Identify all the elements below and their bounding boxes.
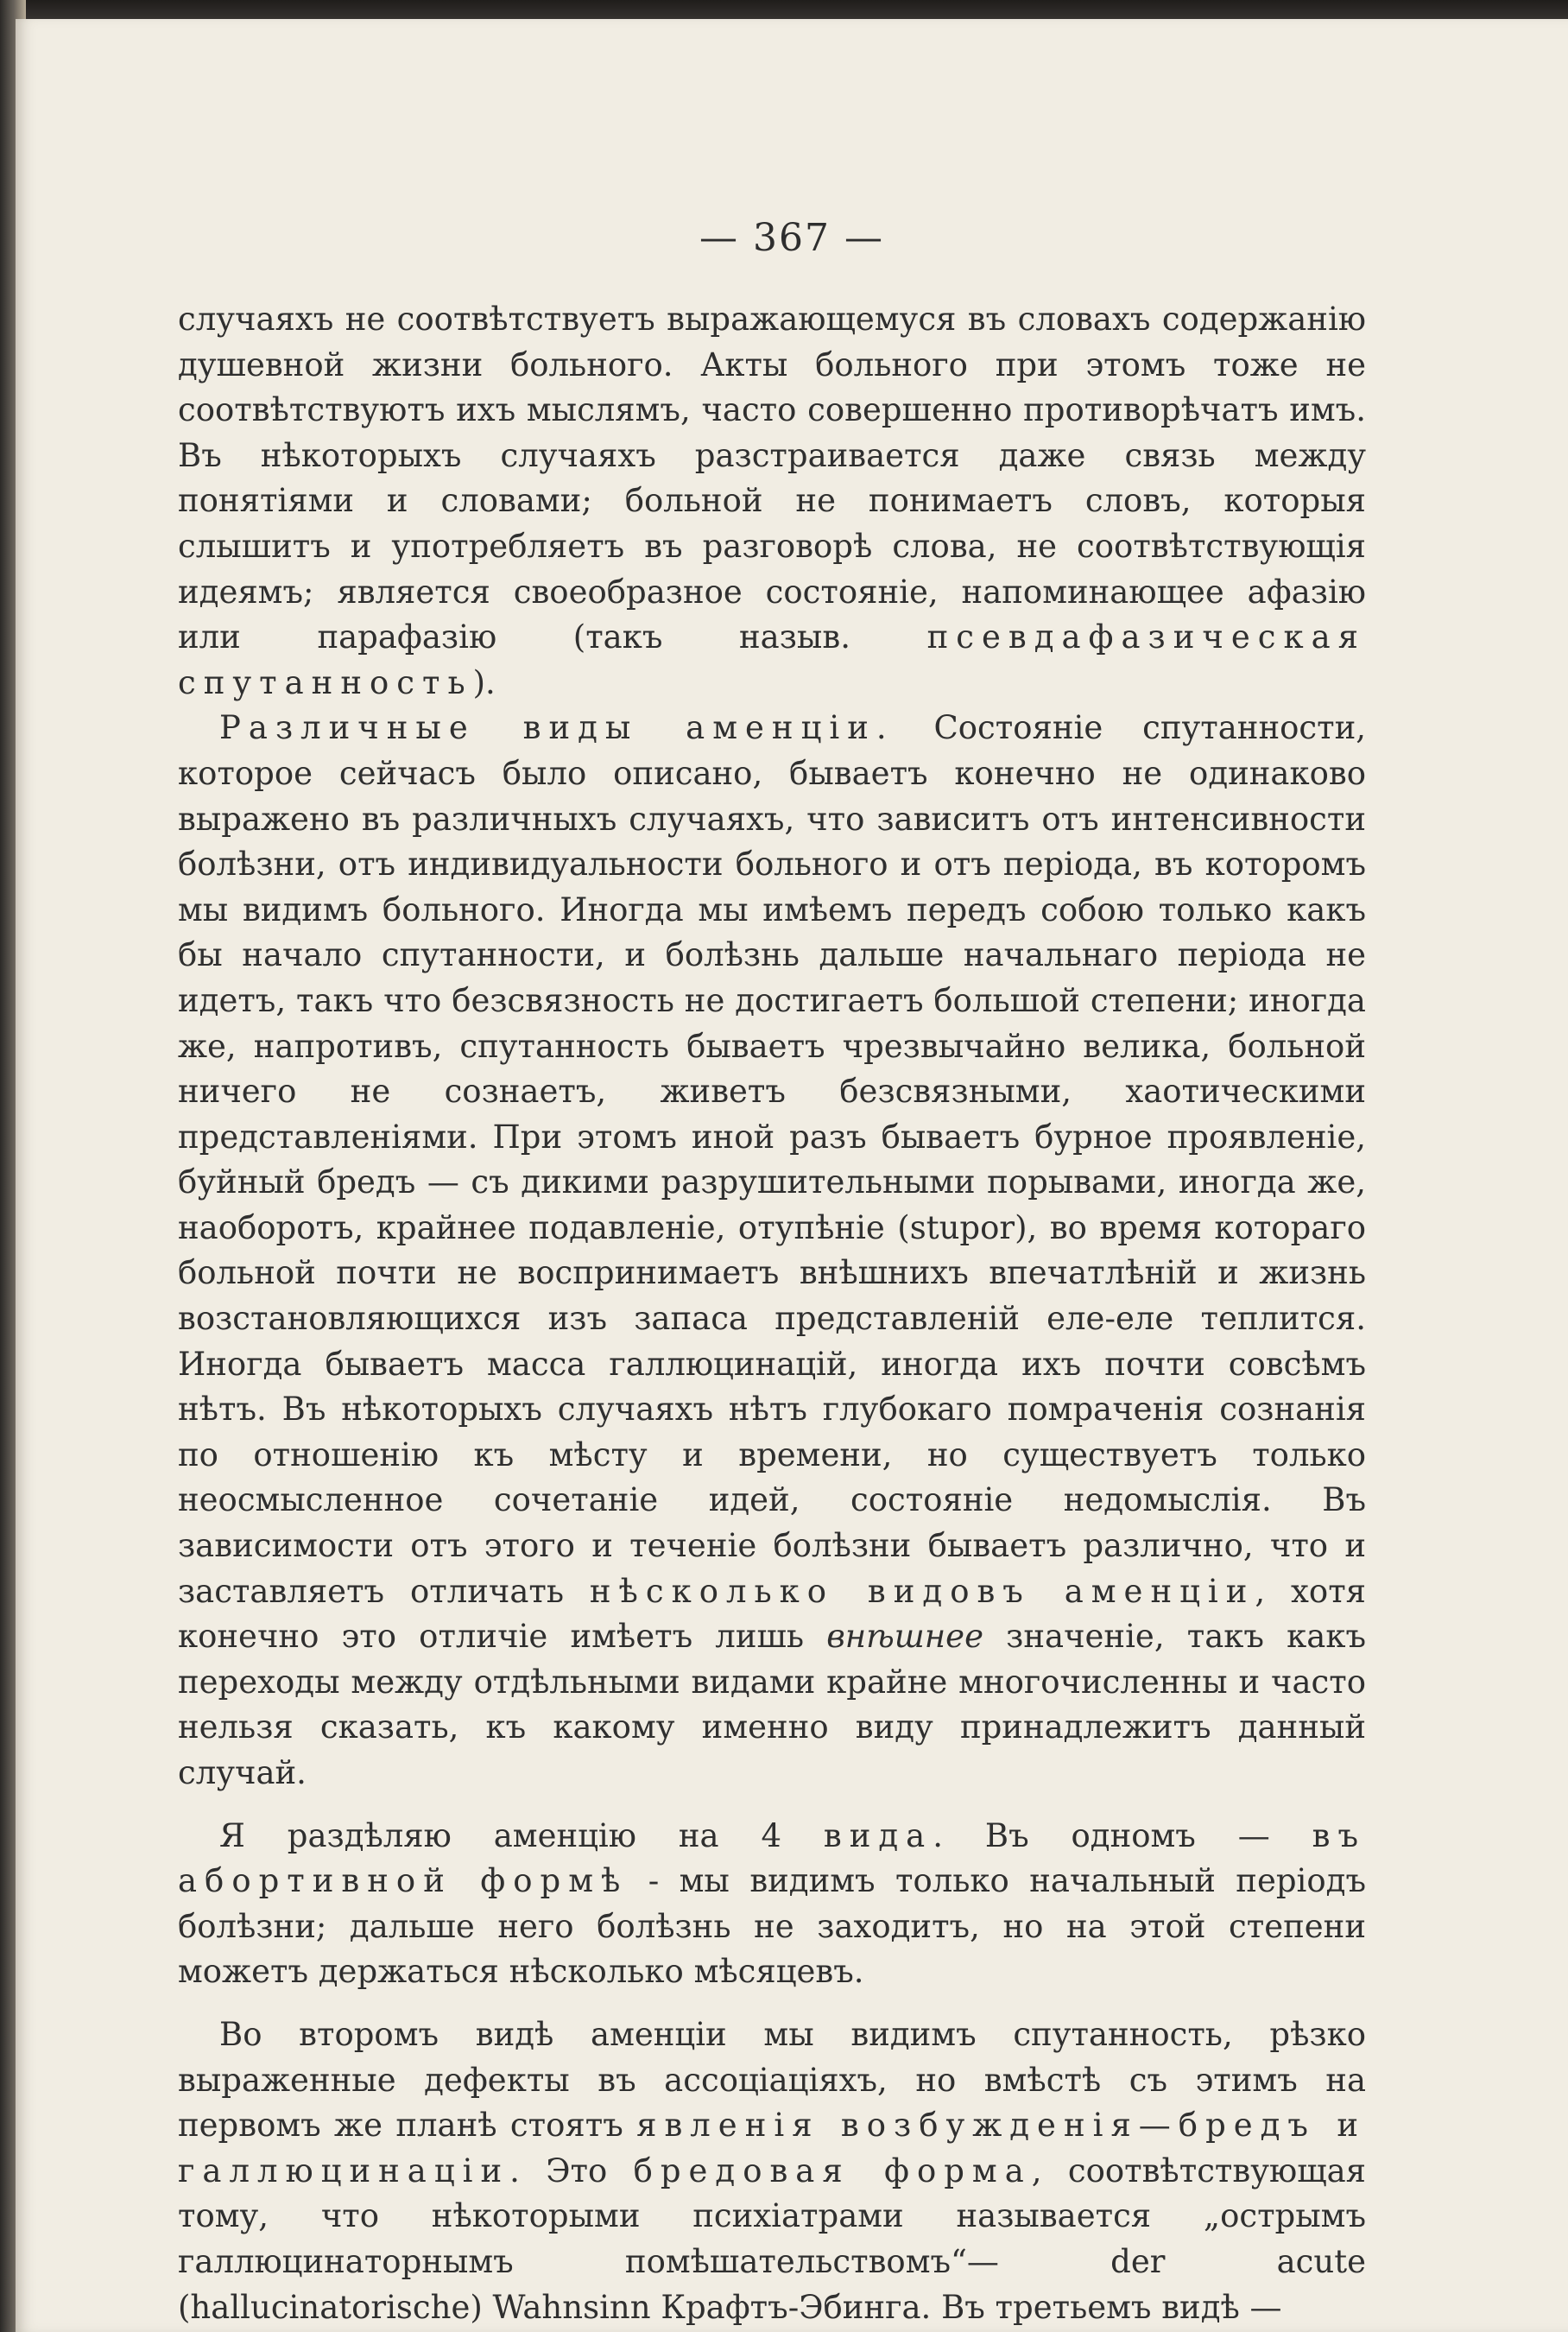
spaced-term: въ абортивной формѣ (178, 1816, 1366, 1900)
text-segment: значеніе, такъ какъ переходы между отдѣльными видами крайне многочисленны и часто нельзя сказать, къ какому именно виду принадлежитъ данный случай. (178, 1618, 1366, 1791)
paragraph-1 (178, 297, 1366, 706)
text-segment: . Это (509, 2151, 634, 2189)
latin-term: stupor (909, 1208, 1015, 1246)
paragraph-4 (178, 2012, 1366, 2330)
text-body (178, 297, 1366, 2330)
text-segment: Состояніе спутанности, которое сейчасъ было описано, бываетъ конечно не одинаково выражено въ различныхъ случаяхъ, что зависитъ отъ интенсивности болѣзни, отъ индивидуальности больного и отъ періода, въ которомъ мы видимъ больного. Иногда мы имѣемъ передъ собою только какъ бы начало спутанности, и болѣзнь дальше начальнаго періода не идетъ, такъ что безсвязность не достигаетъ большой степени; иногда же, напротивъ, спутанность бываетъ чрезвычайно велика, больной ничего не сознаетъ, живетъ безсвязными, хаотическими представленіями. При этомъ иной разъ бываетъ бурное проявленіе, буйный бредъ — съ дикими разрушительными порывами, иногда же, наоборотъ, крайнее подавленіе, отупѣніе ( (178, 709, 1366, 1246)
paragraph-2 (178, 706, 1366, 1796)
text-segment: Я раздѣляю аменцію на 4 (219, 1816, 824, 1854)
text-segment: случаяхъ не соотвѣтствуетъ выражающемуся въ словахъ содержанію душевной жизни больного. Акты больного при этомъ тоже не соотвѣтствуютъ ихъ мыслямъ, часто совершенно противорѣчатъ имъ. Въ нѣкоторыхъ случаяхъ разстраивается даже связь между понятіями и словами; больной не понимаетъ словъ, которыя слышитъ и употребляетъ въ разговорѣ слова, не соотвѣтствующія идеямъ; является своеобразное состояніе, напоминающее афазію или парафазію (такъ назыв. (178, 301, 1366, 656)
spaced-term: вида (823, 1816, 933, 1854)
text-segment: , соотвѣтствующая тому, что нѣкоторыми психіатрами называется „острымъ галлюцинаторнымъ помѣшательствомъ“— (178, 2151, 1367, 2280)
text-segment: ), во время котораго больной почти не воспринимаетъ внѣшнихъ впечатлѣній и жизнь возстановляющихся изъ запаса представленій еле-еле теплится. Иногда бываетъ масса галлюцинацій, иногда ихъ почти совсѣмъ нѣтъ. Въ нѣкоторыхъ случаяхъ нѣтъ глубокаго помраченія сознанія по отношенію къ мѣсту и времени, но существуетъ только неосмысленное сочетаніе идей, состояніе недомыслія. Въ зависимости отъ этого и теченіе болѣзни бываетъ различно, что и заставляетъ отличать (178, 1208, 1366, 1610)
italic-term: внѣшнее (826, 1618, 983, 1656)
text-segment: - мы видимъ только начальный періодъ болѣзни; дальше него болѣзнь не заходитъ, но на этой степени можетъ держаться нѣсколько мѣсяцевъ. (178, 1862, 1366, 1991)
section-heading-inline: Различные виды аменціи. (219, 709, 895, 747)
page-number: — 367 — (699, 216, 884, 260)
spaced-term: явленія возбужденія—бредъ и галлюцинаціи (178, 2107, 1367, 2189)
book-page (16, 19, 1568, 2332)
text-segment: ). (472, 663, 496, 701)
paragraph-3 (178, 1814, 1366, 1995)
spaced-term: нѣсколько видовъ аменціи (589, 1572, 1255, 1610)
spaced-term: бредовая форма (633, 2151, 1032, 2189)
text-segment: . Въ одномъ — (933, 1816, 1312, 1854)
text-segment: Во второмъ видѣ аменціи мы видимъ спутанность, рѣзко выраженные дефекты въ ассоціаціяхъ, но вмѣстѣ съ этимъ на первомъ же планѣ стоятъ (178, 2015, 1366, 2145)
text-segment: Крафтъ-Эбинга. Въ третьемъ видѣ — (650, 2288, 1282, 2326)
spaced-term: псевдафазическая спутанность (178, 618, 1366, 701)
text-segment: , хотя конечно это отличіе имѣетъ лишь (178, 1572, 1367, 1656)
latin-term: der acute (hallucinatorische) Wahnsinn (178, 2242, 1366, 2326)
